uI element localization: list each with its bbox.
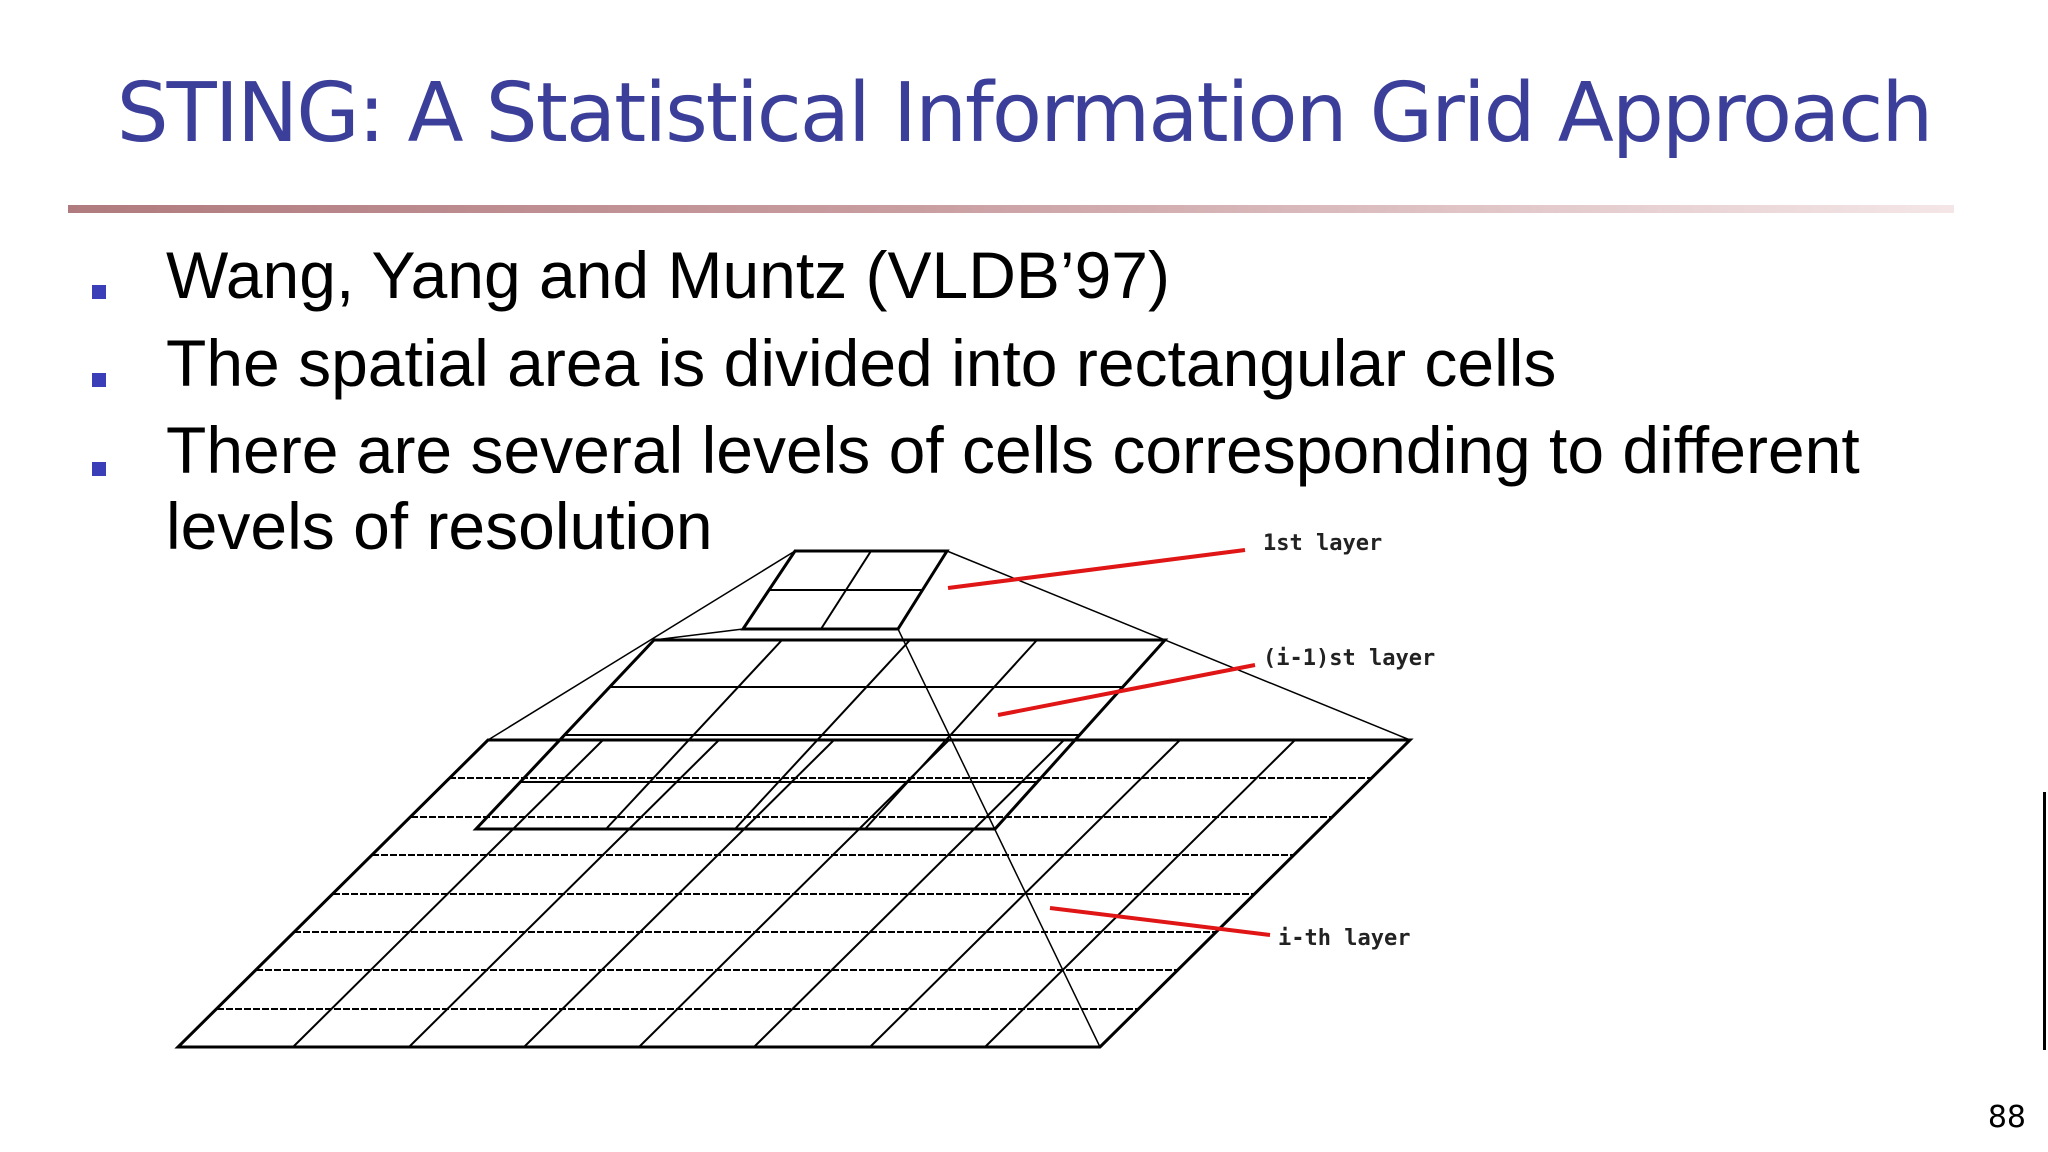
slide-title: STING: A Statistical Information Grid Approach [116,66,1932,161]
pyramid-edges [488,551,1410,1047]
label-bottom-layer: i-th layer [1278,926,1411,951]
layer-pointers [948,550,1270,935]
middle-layer-grid [476,640,1165,829]
top-layer-grid [743,551,947,629]
pointer-middle [998,665,1255,715]
edge-bar [2043,792,2046,1050]
bottom-layer-grid [178,740,1410,1047]
bullet-text: There are several levels of cells corresponding to different levels of resolution [166,413,1860,563]
bullet-text: The spatial area is divided into rectangular cells [166,326,1557,400]
label-middle-layer: (i-1)st layer [1263,646,1436,671]
bullet-text: Wang, Yang and Muntz (VLDB’97) [166,238,1170,312]
page-number: 88 [1987,1100,2026,1135]
label-top-layer: 1st layer [1263,531,1383,556]
